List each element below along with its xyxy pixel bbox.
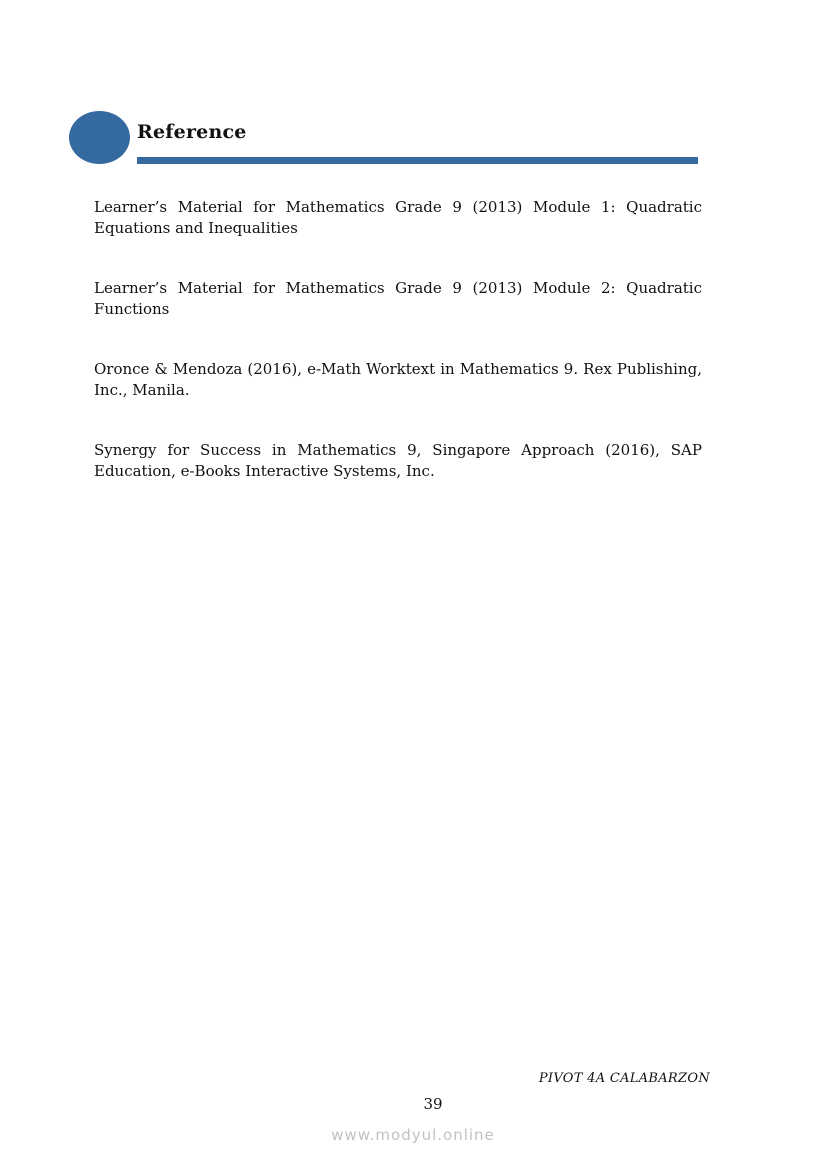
section-title: Reference [137,121,247,143]
reference-entry: Learner’s Material for Mathematics Grade 9 (2013) Module 1: Quadratic Equations and Inequalities [94,198,702,237]
reference-list [94,197,702,521]
section-bullet-circle [69,111,130,164]
reference-entry: Synergy for Success in Mathematics 9, Singapore Approach (2016), SAP Education, e-Books Interactive Systems, Inc. [94,441,702,480]
section-underline-bar [137,157,698,164]
watermark-url: www.modyul.online [331,1126,495,1144]
reference-entry: Oronce & Mendoza (2016), e-Math Worktext in Mathematics 9. Rex Publishing, Inc., Manila. [94,360,702,399]
page-number: 39 [423,1095,443,1113]
reference-entry: Learner’s Material for Mathematics Grade 9 (2013) Module 2: Quadratic Functions [94,279,702,318]
footer-organization: PIVOT 4A CALABARZON [538,1071,710,1086]
